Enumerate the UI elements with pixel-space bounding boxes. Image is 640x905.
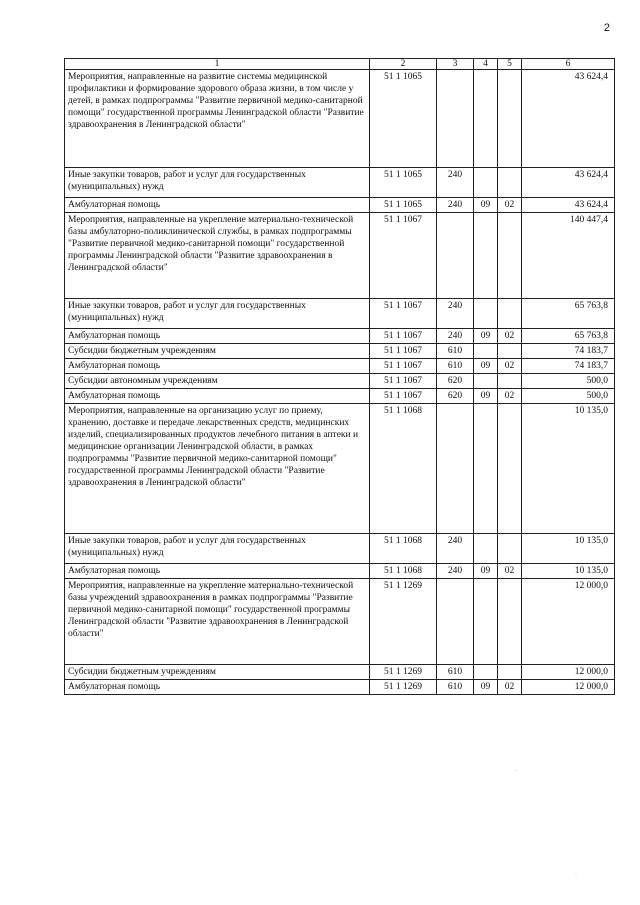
row-amount: 10 135,0 [522,404,615,534]
row-subsection: 02 [498,680,522,695]
header-cell: 2 [370,59,437,70]
row-type: 240 [437,299,474,329]
header-row [65,59,615,70]
row-section [474,404,498,534]
row-name: Субсидии автономным учреждениям [65,374,370,389]
row-amount: 500,0 [522,374,615,389]
row-type: 610 [437,665,474,680]
row-code: 51 1 1068 [370,534,437,564]
row-code: 51 1 1067 [370,329,437,344]
row-name: Субсидии бюджетным учреждениям [65,344,370,359]
row-name: Амбулаторная помощь [65,564,370,579]
row-type: 610 [437,680,474,695]
row-code: 51 1 1067 [370,359,437,374]
row-subsection: 02 [498,389,522,404]
table-row [65,168,615,198]
page-number: 2 [603,22,610,34]
row-section [474,213,498,299]
row-section: 09 [474,359,498,374]
row-type: 240 [437,534,474,564]
row-code: 51 1 1068 [370,404,437,534]
row-amount: 43 624,4 [522,168,615,198]
row-code: 51 1 1269 [370,665,437,680]
row-code: 51 1 1065 [370,70,437,168]
row-code: 51 1 1269 [370,680,437,695]
row-section: 09 [474,329,498,344]
table-row [65,374,615,389]
row-type: 620 [437,389,474,404]
row-code: 51 1 1067 [370,389,437,404]
table-row [65,389,615,404]
row-amount: 12 000,0 [522,680,615,695]
table-row [65,329,615,344]
row-name: Мероприятия, направленные на укрепление материально-технической базы учреждений здравоохранения в рамках подпрограммы "Развитие первичной медико-санитарной помощи" государственной программы Ленинградской области "Развитие здравоохранения в Ленинградской области" [65,579,370,665]
row-amount: 65 763,8 [522,329,615,344]
header-cell: 3 [437,59,474,70]
table-row [65,70,615,168]
header-cell: 1 [65,59,370,70]
row-code: 51 1 1269 [370,579,437,665]
row-subsection: 02 [498,359,522,374]
row-name: Иные закупки товаров, работ и услуг для государственных (муниципальных) нужд [65,299,370,329]
table-row [65,564,615,579]
row-amount: 10 135,0 [522,534,615,564]
row-subsection: 02 [498,198,522,213]
header-cell: 5 [498,59,522,70]
row-section: 09 [474,680,498,695]
row-amount: 74 183,7 [522,359,615,374]
row-name: Амбулаторная помощь [65,389,370,404]
row-amount: 10 135,0 [522,564,615,579]
row-name: Мероприятия, направленные на организацию услуг по приему, хранению, доставке и передаче лекарственных средств, медицинских изделий, специализированных продуктов лечебного питания в аптеки и медицинские организации Ленинградской области, в рамках подпрограммы "Развитие первичной медико-санитарной помощи" государственной программы Ленинградской области "Развитие здравоохранения в Ленинградской области" [65,404,370,534]
row-subsection [498,579,522,665]
table-row [65,299,615,329]
row-code: 51 1 1067 [370,213,437,299]
row-type: 240 [437,564,474,579]
row-section [474,299,498,329]
row-section [474,665,498,680]
header-cell: 6 [522,59,615,70]
table-row [65,213,615,299]
row-amount: 74 183,7 [522,344,615,359]
row-subsection [498,213,522,299]
row-name: Мероприятия, направленные на укрепление материально-технической базы амбулаторно-поликлинической службы, в рамках подпрограммы "Развитие первичной медико-санитарной помощи" государственной программы Ленинградской области "Развитие здравоохранения в Ленинградской области" [65,213,370,299]
row-code: 51 1 1067 [370,344,437,359]
row-amount: 140 447,4 [522,213,615,299]
row-section: 09 [474,198,498,213]
row-name: Амбулаторная помощь [65,680,370,695]
row-code: 51 1 1067 [370,299,437,329]
row-type [437,70,474,168]
row-type: 620 [437,374,474,389]
row-type: 240 [437,329,474,344]
row-section: 09 [474,564,498,579]
row-section [474,374,498,389]
row-code: 51 1 1067 [370,374,437,389]
row-section [474,70,498,168]
row-type [437,404,474,534]
row-section: 09 [474,389,498,404]
row-amount: 500,0 [522,389,615,404]
row-subsection: 02 [498,564,522,579]
row-type [437,579,474,665]
row-subsection: 02 [498,329,522,344]
table-row [65,579,615,665]
row-amount: 12 000,0 [522,579,615,665]
table-row [65,344,615,359]
row-name: Мероприятия, направленные на развитие системы медицинской профилактики и формирование здорового образа жизни, в том числе у детей, в рамках подпрограммы "Развитие первичной медико-санитарной помощи" государственной программы Ленинградской области "Развитие здравоохранения в Ленинградской области" [65,70,370,168]
row-name: Субсидии бюджетным учреждениям [65,665,370,680]
table-row [65,404,615,534]
row-subsection [498,344,522,359]
row-subsection [498,665,522,680]
scan-speck: · [515,768,517,774]
row-code: 51 1 1065 [370,168,437,198]
header-cell: 4 [474,59,498,70]
row-amount: 65 763,8 [522,299,615,329]
row-code: 51 1 1065 [370,198,437,213]
scan-speck: · [575,872,577,878]
table-row [65,359,615,374]
row-section [474,344,498,359]
table-row [65,680,615,695]
row-type: 610 [437,359,474,374]
row-name: Амбулаторная помощь [65,329,370,344]
table-row [65,198,615,213]
row-subsection [498,534,522,564]
row-type: 240 [437,198,474,213]
row-name: Амбулаторная помощь [65,359,370,374]
row-subsection [498,299,522,329]
row-section [474,168,498,198]
row-subsection [498,70,522,168]
table-row [65,534,615,564]
row-type [437,213,474,299]
row-amount: 43 624,4 [522,198,615,213]
row-amount: 43 624,4 [522,70,615,168]
row-name: Иные закупки товаров, работ и услуг для государственных (муниципальных) нужд [65,168,370,198]
row-section [474,579,498,665]
row-subsection [498,168,522,198]
row-name: Амбулаторная помощь [65,198,370,213]
row-amount: 12 000,0 [522,665,615,680]
row-section [474,534,498,564]
row-type: 610 [437,344,474,359]
row-subsection [498,374,522,389]
row-code: 51 1 1068 [370,564,437,579]
budget-table [64,58,615,695]
table-row [65,665,615,680]
row-name: Иные закупки товаров, работ и услуг для государственных (муниципальных) нужд [65,534,370,564]
row-subsection [498,404,522,534]
row-type: 240 [437,168,474,198]
